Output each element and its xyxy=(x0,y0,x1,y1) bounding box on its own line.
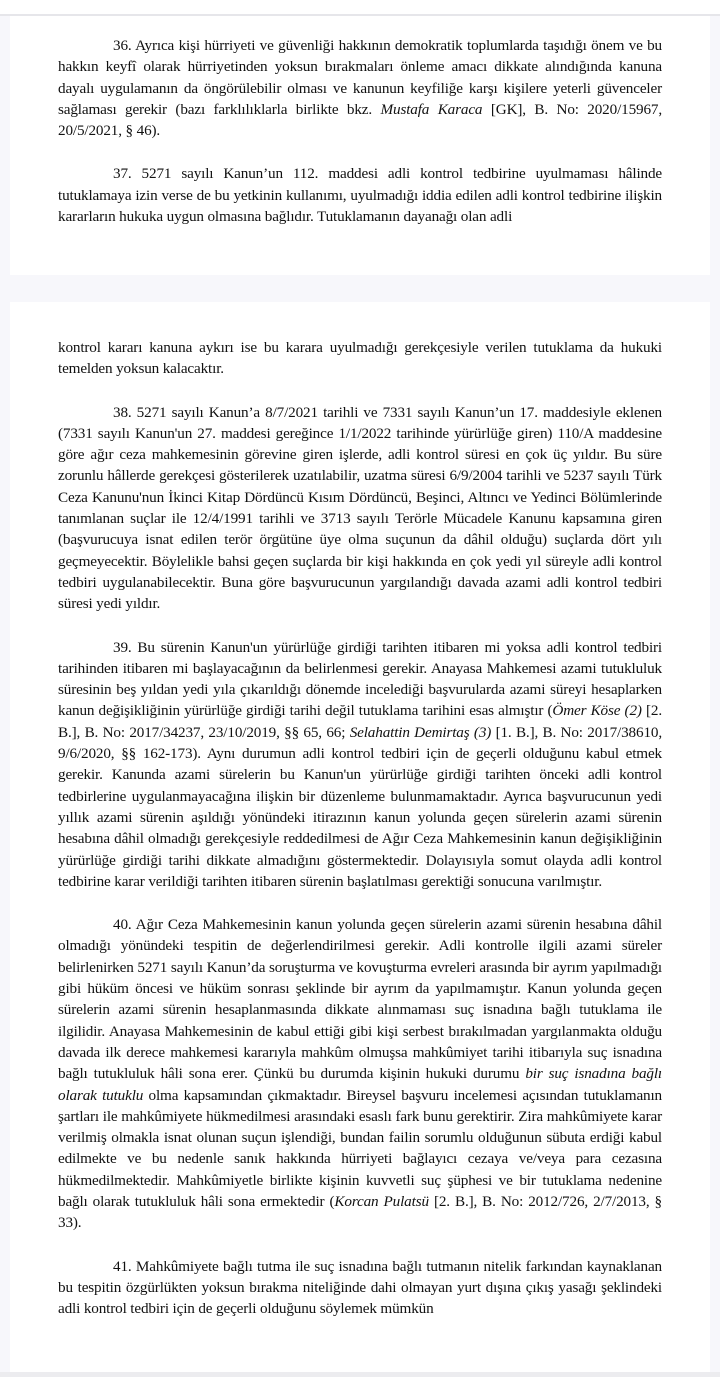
paragraph-text: kontrol kararı kanuna aykırı ise bu karara uyulmadığı gerekçesiyle verilen tutuklama da hukuki temelden yoksun kalacaktır. xyxy=(58,339,662,378)
paragraph-text: olma kapsamından çıkmaktadır. Bireysel başvuru incelemesi açısından tutuklamanın şartları ile mahkûmiyete hükmedilmesi arasındaki esaslı fark bunu gerektirir. Zira mahkûmiyete karar verilmiş olmakla isnat olunan suçun işlendiği, bundan failin sorumlu olduğunun sübuta erdiği kabul edilmekte ve bu nedenle sanık hakkında hürriyeti bağlayıcı cezaya ve/veya para cezasına hükmedilmektedir. Mahkûmiyetle birlikte kişinin kuvvetli suç şüphesi ve bir tutuklama nedenine bağlı olarak tutukluluk hâli sona ermektedir ( xyxy=(58,1086,663,1210)
paragraph-text: [2. B.], B. No: 2017/34237, 23/10/2019, §§ 65, 66; xyxy=(58,702,662,741)
paragraph-text: 5271 sayılı Kanun’a 8/7/2021 tarihli ve 7331 sayılı Kanun’un 17. maddesiyle eklenen (7331 sayılı Kanun'un 27. maddesi gereğince 1/1/2022 tarihinde yürürlüğe giren) 110/A maddesine göre ağır ceza mahkemesinin görevine giren işlerde, adli kontrol süresi en çok üç yıldır. Bu süre zorunlu hâllerde gerekçesi gösterilerek uzatılabilir, uzatma süresi 6/9/2004 tarihli ve 5237 sayılı Türk Ceza Kanunu'nun İkinci Kitap Dördüncü Kısım Dördüncü, Beşinci, Altıncı ve Yedinci Bölümlerinde tanımlanan suçlar ile 12/4/1991 tarihli ve 3713 sayılı Terörle Mücadele Kanunu kapsamına giren (başvurucuya isnat edilen terör örgütüne üye olma suçunun da dâhil olduğu) suçlarda dört yılı geçmeyecektir. Böylelikle bahsi geçen suçlarda bir kişi hakkında en çok yedi yıl süreyle adli kontrol tedbiri uygulanabilecektir. Buna göre başvurucunun yargılandığı davada azami adli kontrol tedbiri süresi yedi yıldır. xyxy=(58,403,662,613)
paragraph-39 xyxy=(58,637,662,893)
page-2-text xyxy=(58,337,662,1319)
paragraph-text: 5271 sayılı Kanun’un 112. maddesi adli kontrol tedbirine uyulmaması hâlinde tutuklamaya izin verse de bu yetkinin kullanımı, uyulmadığı iddia edilen adli kontrol tedbirine ilişkin kararların hukuka uygun olmasına bağlıdır. Tutuklamanın dayanağı olan adli xyxy=(58,165,662,226)
paragraph-text: [1. B.], B. No: 2017/38610, 9/6/2020, §§ 162-173). Aynı durumun adli kontrol tedbiri için de geçerli olduğunu kabul etmek gerekir. Kanunda azami sürelerin bu Kanun'un yürürlüğe girdiği tarihten önceki adli kontrol tedbirlerine uygulanmayacağına ilişkin bir düzenleme bulunmamaktadır. Ayrıca başvurucunun yedi yıllık azami sürenin aşıldığı yönündeki itirazının kanun yolunda geçen sürelerin azami sürenin hesabına dâhil olmadığı gerekçesiyle reddedilmesi de Ağır Ceza Mahkemesinin kanun değişikliğinin yürürlüğe girdiği tarihi dikkate almadığını göstermektedir. Dolayısıyla somut olayda adli kontrol tedbirine karar verildiği tarihten itibaren sürenin başlatılması gerektiği sonucuna varılmıştır. xyxy=(58,723,662,890)
emphasis-text: bir suç isnadına bağlı olarak tutuklu xyxy=(58,1065,662,1104)
paragraph-text: [GK], B. No: 2020/15967, 20/5/2021, § 46). xyxy=(58,100,663,140)
paragraph-37 xyxy=(58,163,662,227)
paragraph-number: 36. xyxy=(113,37,132,54)
paragraph-number: 38. xyxy=(113,403,132,421)
case-citation: Korcan Pulatsü xyxy=(334,1192,429,1210)
paragraph-40 xyxy=(58,914,662,1233)
paragraph-number: 37. xyxy=(113,165,132,183)
paragraph-text: [2. B.], B. No: 2012/726, 2/7/2013, § 33). xyxy=(58,1192,662,1232)
paragraph-number: 39. xyxy=(113,638,132,656)
document-page-1 xyxy=(10,16,710,275)
paragraph-41 xyxy=(58,1256,662,1320)
paragraph-text: Bu sürenin Kanun'un yürürlüğe girdiği tarihten itibaren mi yoksa adli kontrol tedbiri tarihinden itibaren mi başlayacağının da belirlenmesi gerekir. Anayasa Mahkemesi azami tutukluluk süresinin beş yıldan yedi yıla çıkarıldığı dönemde incelediği başvurularda azami süreyi hesaplarken kanun değişikliğinin yürürlüğe girdiği tarihi değil tutuklama tarihini esas almıştır ( xyxy=(58,638,662,720)
document-page-2 xyxy=(10,302,710,1372)
paragraph-number: 40. xyxy=(113,916,132,934)
case-citation: Ömer Köse (2) xyxy=(552,702,642,720)
paragraph-text: Mahkûmiyete bağlı tutma ile suç isnadına bağlı tutmanın nitelik farkından kaynaklanan bu tespitin özgürlükten yoksun bırakma niteliğinde dahi olmayan yurt dışına çıkış yasağı şeklindeki adli kontrol tedbiri için de geçerli olduğunu söylemek mümkün xyxy=(58,1257,662,1318)
paragraph-36 xyxy=(58,35,662,141)
top-bar xyxy=(0,0,720,16)
paragraph-text: Ağır Ceza Mahkemesinin kanun yolunda geçen sürelerin azami sürenin hesabına dâhil olmadığı yönündeki tespitin de değerlendirilmesi gerekir. Adli kontrolle ilgili azami süreler belirlenirken 5271 sayılı Kanun’da soruşturma ve kovuşturma evreleri arasında bir ayrım yapılmadığı gibi hüküm öncesi ve hüküm sonrası şeklinde bir ayrım da yapılmamıştır. Kanun yolunda geçen sürelerin azami sürenin hesaplanmasında dikkate alınmaması suç isnadına bağlı tutuklama ile ilgilidir. Anayasa Mahkemesinin de kabul ettiği gibi kişi serbest bırakılmadan yargılanmakta olduğu davada ilk derece mahkemesi kararıyla mahkûm olmuşsa mahkûmiyet tarihi itibarıyla suç isnadına bağlı tutukluluk hâli sona erer. Çünkü bu durumda kişinin hukuki durumu xyxy=(58,916,662,1083)
case-citation: Mustafa Karaca xyxy=(380,100,483,118)
case-citation: Selahattin Demirtaş (3) xyxy=(349,723,492,741)
paragraph-37-continued xyxy=(58,337,662,380)
paragraph-text: Ayrıca kişi hürriyeti ve güvenliği hakkının demokratik toplumlarda taşıdığı önem ve bu hakkın keyfî olarak hürriyetinden yoksun bırakmaları önleme amacı dikkate alındığında kanuna dayalı uygulamanın da öngörülebilir olması ve kanunun keyfiliğe karşı kişilere yeterli güvenceler sağlaması gerekir (bazı farklılıklarla birlikte bkz. xyxy=(58,37,662,118)
paragraph-38 xyxy=(58,402,662,615)
bottom-bar xyxy=(0,1372,720,1377)
paragraph-number: 41. xyxy=(113,1257,132,1275)
page-1-text xyxy=(58,35,662,227)
